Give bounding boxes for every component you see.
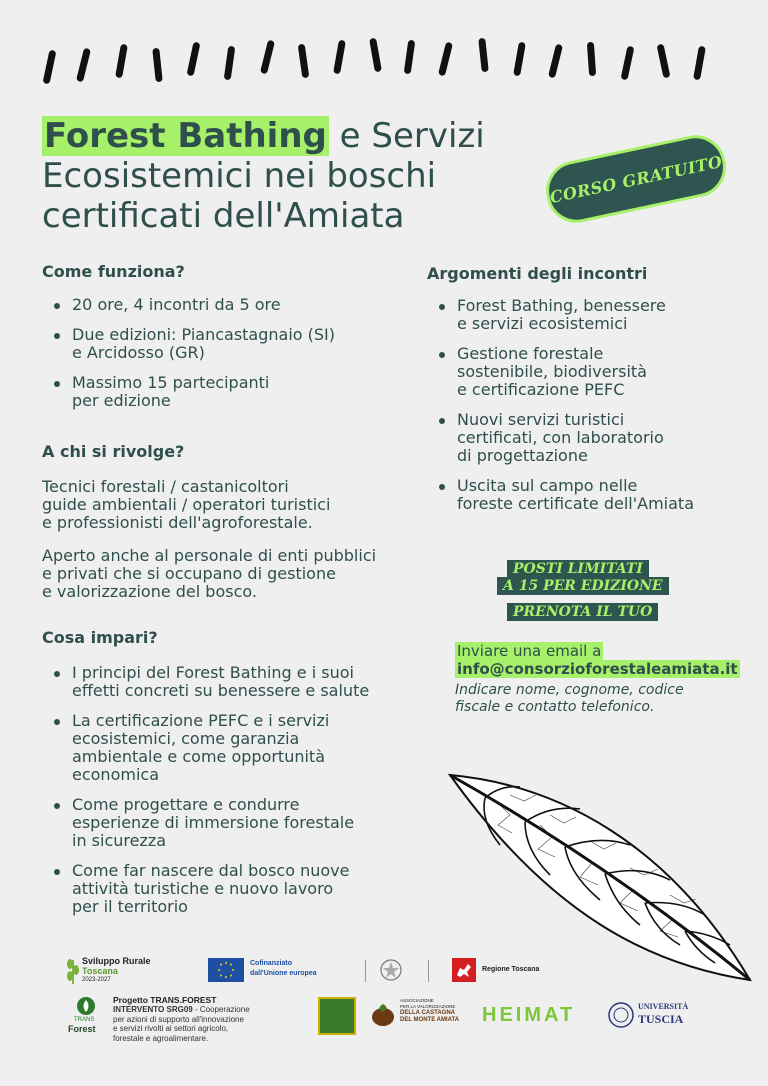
title-line2: Ecosistemici nei boschi xyxy=(42,156,437,196)
tuscia-logo xyxy=(608,1000,698,1032)
title-highlight: Forest Bathing xyxy=(44,116,327,156)
consorzio-logo xyxy=(318,997,356,1035)
uni-line1: UNIVERSITÀ xyxy=(638,1002,689,1011)
who-paragraph-2: Aperto anche al personale di enti pubblici e privati che si occupano di gestione e valorizzazione del bosco. xyxy=(42,546,377,601)
list-item: La certificazione PEFC e i servizi ecosistemici, come garanzia ambientale e come opportunità economica xyxy=(42,712,442,784)
eu-logo xyxy=(208,958,358,984)
project-title: Progetto TRANS.FOREST xyxy=(113,995,217,1005)
pegasus-icon xyxy=(452,958,476,982)
list-item: Come progettare e condurre esperienze di immersione forestale in sicurezza xyxy=(42,796,442,850)
project-description xyxy=(113,995,313,1043)
assoc-line4: DEL MONTE AMIATA xyxy=(400,1017,460,1023)
assoc-line3: DELLA CASTAGNA xyxy=(400,1010,455,1016)
wheat-icon xyxy=(66,956,80,984)
divider xyxy=(428,960,429,982)
project-intervento: INTERVENTO SRG09 xyxy=(113,1005,193,1014)
castagna-association-logo xyxy=(370,998,490,1032)
heimat-logo: HEIMAT xyxy=(482,1004,576,1026)
how-list xyxy=(42,296,422,422)
psr-years: 2023-2027 xyxy=(82,977,111,983)
how-heading: Come funziona? xyxy=(42,262,185,281)
uni-line2: TUSCIA xyxy=(638,1012,684,1026)
who-paragraph-1: Tecnici forestali / castanicoltori guide ambientali / operatori turistici e professionisti dell'agroforestale. xyxy=(42,477,331,532)
title-line1-rest: e Servizi xyxy=(328,116,485,156)
stamp-limited-seats: POSTI LIMITATI xyxy=(507,560,649,578)
eu-line2: dall'Unione europea xyxy=(250,970,317,977)
page-title xyxy=(42,116,512,236)
trans-logo-line1: TRANS xyxy=(74,1017,95,1023)
regione-toscana-logo xyxy=(452,958,552,984)
email-intro: Inviare una email a xyxy=(457,642,602,660)
list-item: Due edizioni: Piancastagnaio (SI) e Arcidosso (GR) xyxy=(42,326,422,362)
list-item: Gestione forestale sostenibile, biodiversità e certificazione PEFC xyxy=(427,345,747,399)
list-item: Come far nascere dal bosco nuove attività turistiche e nuovo lavoro per il territorio xyxy=(42,862,442,916)
stamp-book-now: PRENOTA IL TUO xyxy=(507,603,658,621)
psr-region: Toscana xyxy=(82,966,118,976)
trans-forest-logo xyxy=(66,996,106,1036)
psr-name: Sviluppo Rurale xyxy=(82,956,151,966)
project-desc: - Cooperazione per azioni di supporto all'innovazione e servizi rivolti ai settori agricolo, forestale e agroalimentare. xyxy=(113,1005,250,1043)
learn-heading: Cosa impari? xyxy=(42,628,158,647)
assoc-line2: PER LA VALORIZZAZIONE xyxy=(400,1004,456,1009)
email-link[interactable]: info@consorzioforestaleamiata.it xyxy=(457,660,738,678)
chestnut-icon xyxy=(370,1000,396,1028)
trans-logo-line2: Forest xyxy=(68,1024,96,1034)
eu-line1: Cofinanziato xyxy=(250,960,292,967)
list-item: 20 ore, 4 incontri da 5 ore xyxy=(42,296,422,314)
regione-label: Regione Toscana xyxy=(482,966,540,973)
topics-heading: Argomenti degli incontri xyxy=(427,264,648,283)
email-note: Indicare nome, cognome, codice fiscale e contatto telefonico. xyxy=(455,682,684,715)
divider xyxy=(365,960,366,982)
psr-logo xyxy=(66,956,166,986)
assoc-line1: ASSOCIAZIONE xyxy=(400,998,434,1003)
decorative-dashes xyxy=(40,38,730,88)
list-item: Uscita sul campo nelle foreste certificate dell'Amiata xyxy=(427,477,747,513)
free-course-badge xyxy=(541,130,732,228)
learn-list xyxy=(42,664,442,928)
who-heading: A chi si rivolge? xyxy=(42,442,185,461)
list-item: Forest Bathing, benessere e servizi ecosistemici xyxy=(427,297,747,333)
eu-flag-icon xyxy=(208,958,244,982)
topics-list xyxy=(427,297,747,525)
title-line3: certificati dell'Amiata xyxy=(42,196,405,236)
badge-label: CORSO GRATUITO xyxy=(548,151,724,207)
leaf-icon xyxy=(76,996,96,1016)
list-item: I principi del Forest Bathing e i suoi effetti concreti su benessere e salute xyxy=(42,664,442,700)
list-item: Nuovi servizi turistici certificati, con laboratorio di progettazione xyxy=(427,411,747,465)
list-item: Massimo 15 partecipanti per edizione xyxy=(42,374,422,410)
project-text xyxy=(113,1005,313,1043)
university-seal-icon xyxy=(608,1002,634,1028)
italian-emblem-icon xyxy=(380,958,402,982)
stamp-per-edition: A 15 PER EDIZIONE xyxy=(497,577,669,595)
